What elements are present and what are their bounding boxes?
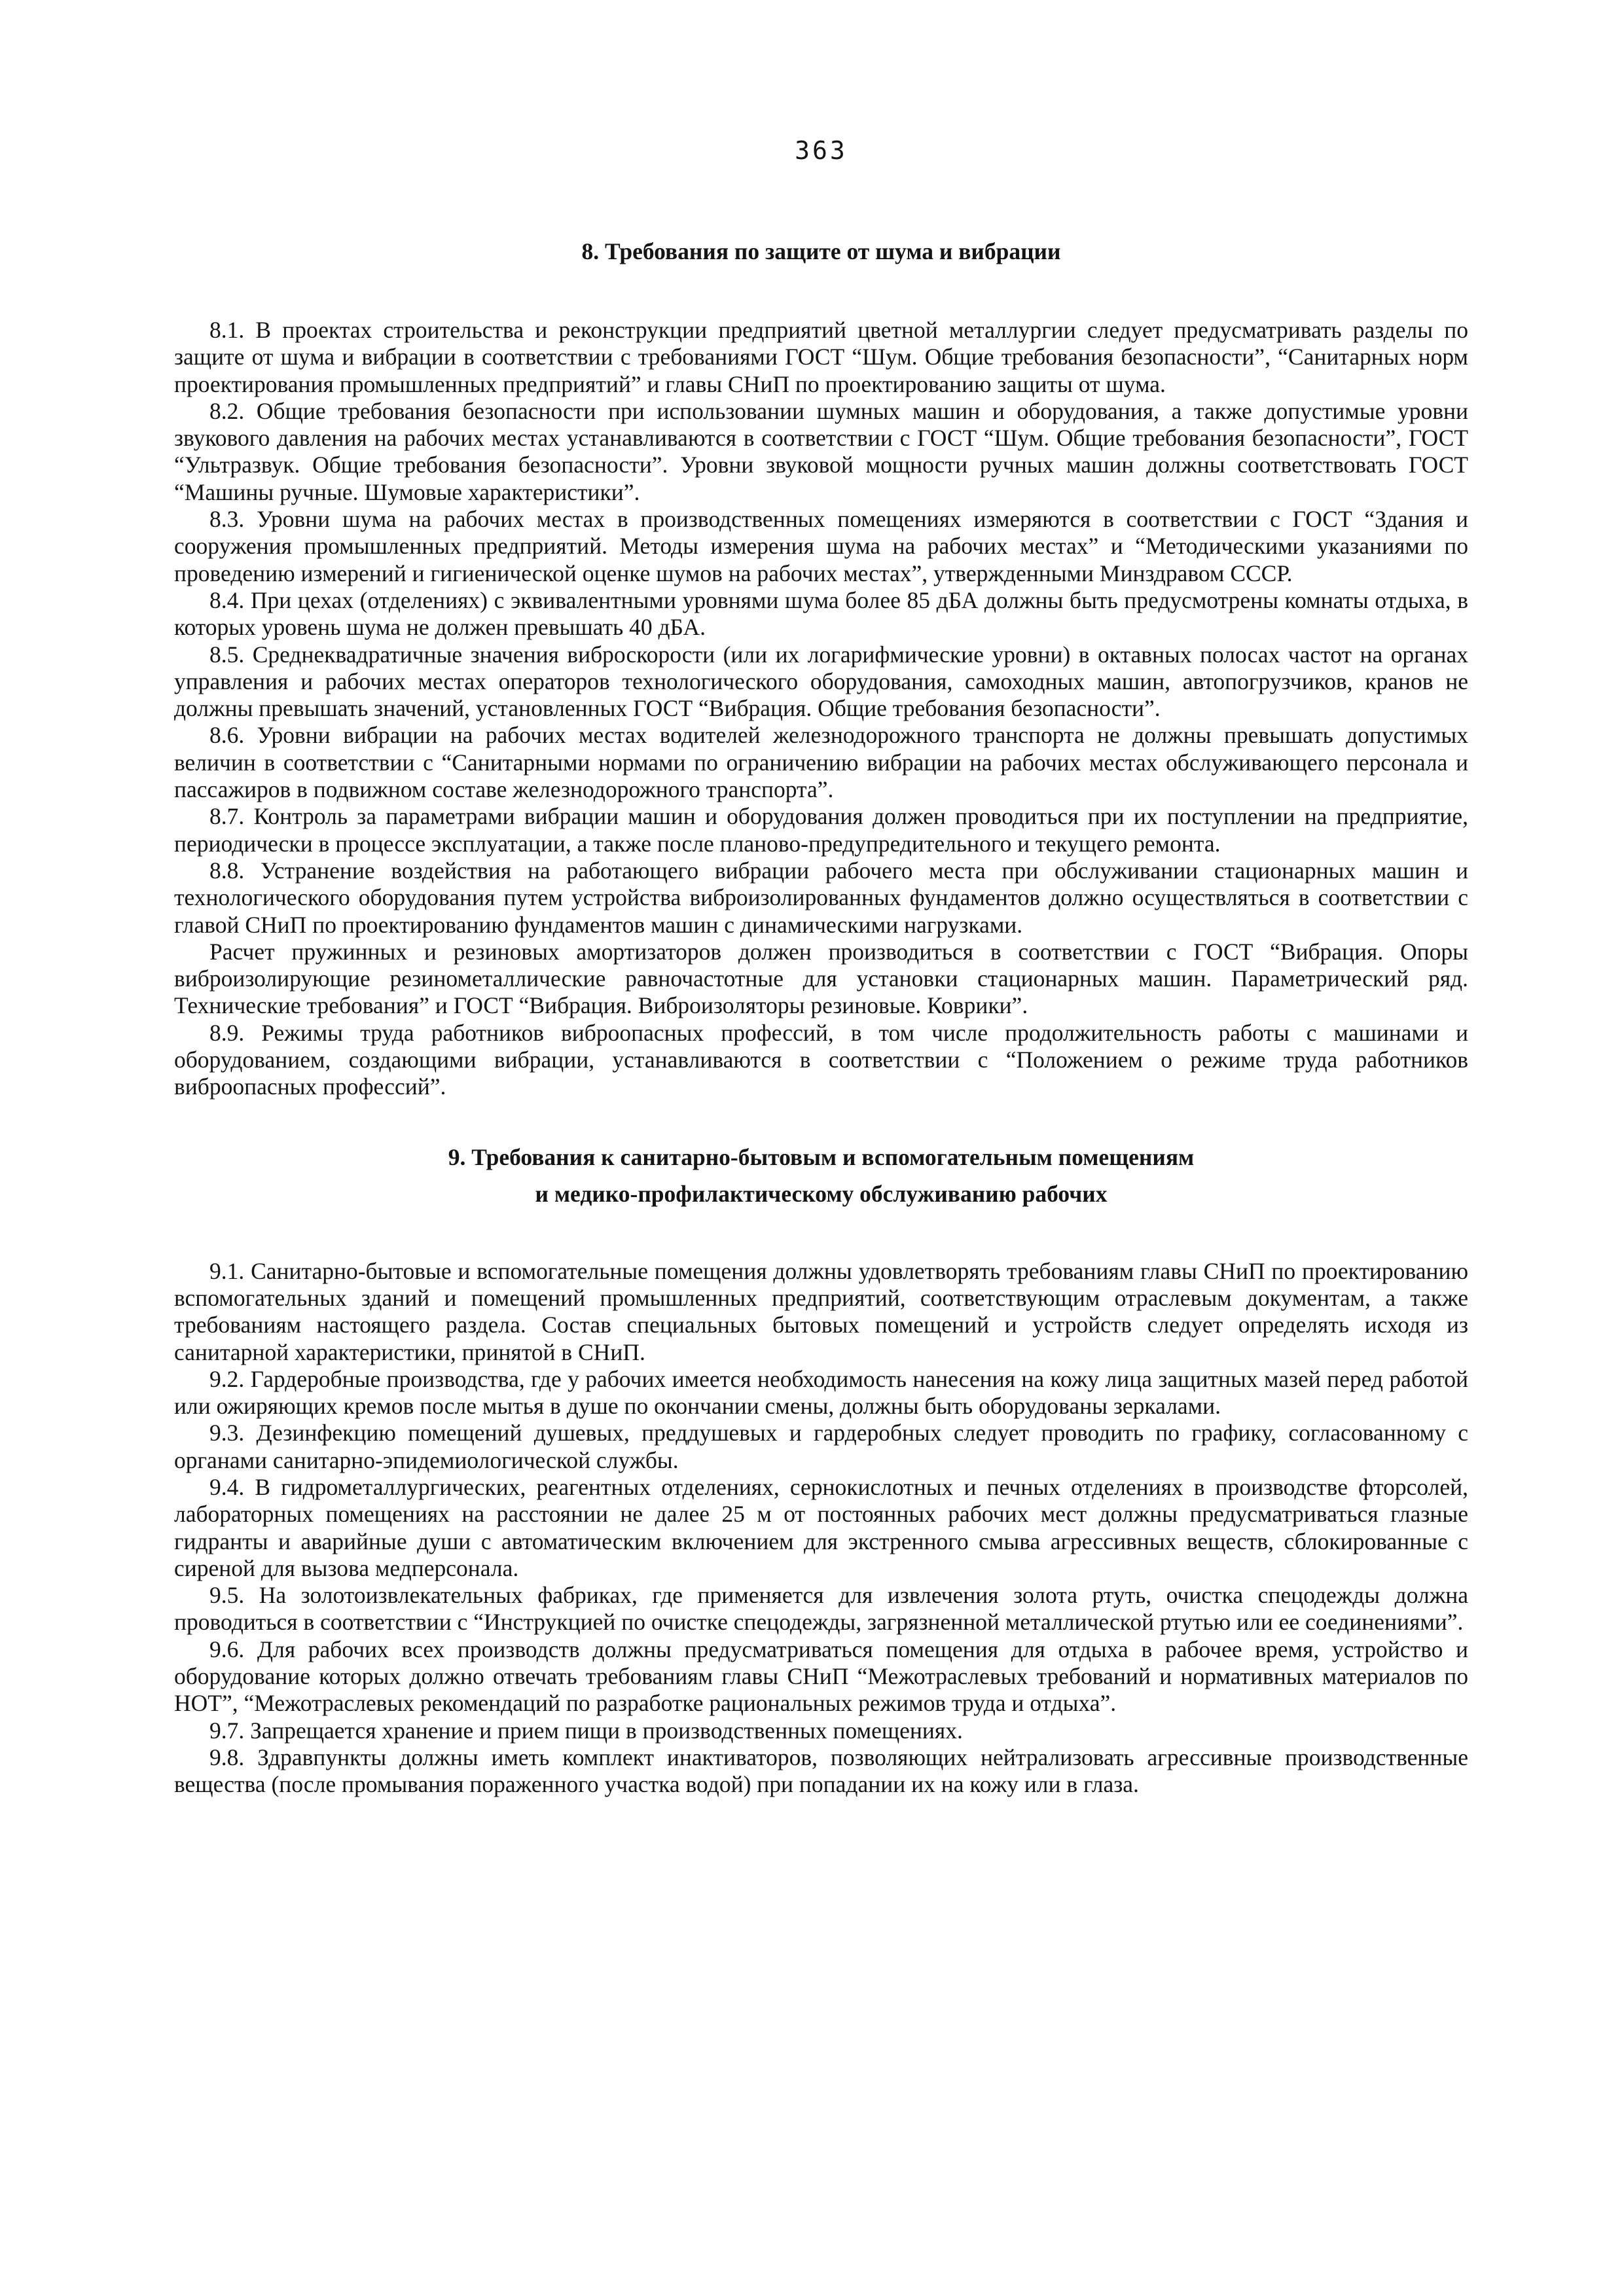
paragraph-9-5: 9.5. На золотоизвлекательных фабриках, где применяется для извлечения золота ртуть, очистка спецодежды должна проводиться в соответствии с “Инструкцией по очистке спецодежды, загрязненной металлической ртутью или ее соединениями”. (174, 1582, 1468, 1636)
section-title (174, 1139, 1468, 1212)
paragraph-8-9: 8.9. Режимы труда работников виброопасных профессий, в том числе продолжительность работы с машинами и оборудованием, создающими вибрации, устанавливаются в соответствии с “Положением о режиме труда работников виброопасных профессий”. (174, 1019, 1468, 1100)
paragraph-8-3: 8.3. Уровни шума на рабочих местах в производственных помещениях измеряются в соответствии с ГОСТ “Здания и сооружения промышленных предприятий. Методы измерения шума на рабочих местах” и “Методическими указаниями по проведению измерений и гигиенической оценке шумов на рабочих местах”, утвержденными Минздравом СССР. (174, 506, 1468, 586)
paragraph-9-4: 9.4. В гидрометаллургических, реагентных отделениях, сернокислотных и печных отделениях в производстве фторсолей, лабораторных помещениях на расстоянии не далее 25 м от постоянных рабочих мест должны предусматриваться глазные гидранты и аварийные души с автоматическим включением для экстренного смыва агрессивных веществ, сблокированные с сиреной для вызова медперсонала. (174, 1473, 1468, 1581)
paragraph-9-1: 9.1. Санитарно-бытовые и вспомогательные помещения должны удовлетворять требованиям главы СНиП по проектированию вспомогательных зданий и помещений промышленных предприятий, соответствующим отраслевым документам, а также требованиям настоящего раздела. Состав специальных бытовых помещений и устройств следует определять исходя из санитарной характеристики, принятой в СНиП. (174, 1257, 1468, 1365)
paragraph-9-2: 9.2. Гардеробные производства, где у рабочих имеется необходимость нанесения на кожу лица защитных мазей перед работой или ожиряющих кремов после мытья в душе по окончании смены, должны быть оборудованы зеркалами. (174, 1365, 1468, 1420)
section-title: 8. Требования по защите от шума и вибрации (581, 238, 1061, 264)
paragraph-8-1: 8.1. В проектах строительства и реконструкции предприятий цветной металлургии следует предусматривать разделы по защите от шума и вибрации в соответствии с требованиями ГОСТ “Шум. Общие требования безопасности”, “Санитарных норм проектирования промышленных предприятий” и главы СНиП по проектированию защиты от шума. (174, 317, 1468, 397)
paragraph-8-6: 8.6. Уровни вибрации на рабочих местах водителей железнодорожного транспорта не должны превышать допустимых величин в соответствии с “Санитарными нормами по ограничению вибрации на рабочих местах обслуживающего персонала и пассажиров в подвижном составе железнодорожного транспорта”. (174, 722, 1468, 803)
paragraph-8-8-cont: Расчет пружинных и резиновых амортизаторов должен производиться в соответствии с ГОСТ “Вибрация. Опоры виброизолирующие резинометаллические равночастотные для установки стационарных машин. Параметрический ряд. Технические требования” и ГОСТ “Вибрация. Виброизоляторы резиновые. Коврики”. (174, 938, 1468, 1019)
section-noise-vibration (174, 233, 1468, 1101)
paragraph-8-8: 8.8. Устранение воздействия на работающего вибрации рабочего места при обслуживании стационарных машин и технологического оборудования путем устройства виброизолированных фундаментов должно осуществляться в соответствии с главой СНиП по проектированию фундаментов машин с динамическими нагрузками. (174, 857, 1468, 938)
paragraph-9-3: 9.3. Дезинфекцию помещений душевых, преддушевых и гардеробных следует проводить по графику, согласованному с органами санитарно-эпидемиологической службы. (174, 1420, 1468, 1473)
section-title-line-1: 9. Требования к санитарно-бытовым и вспомогательным помещениям (448, 1143, 1195, 1170)
paragraph-8-5: 8.5. Среднеквадратичные значения виброскорости (или их логарифмические уровни) в октавных полосах частот на органах управления и рабочих местах операторов технологического оборудования, самоходных машин, автопогрузчиков, кранов не должны превышать значений, установленных ГОСТ “Вибрация. Общие требования безопасности”. (174, 641, 1468, 722)
paragraph-8-2: 8.2. Общие требования безопасности при использовании шумных машин и оборудования, а также допустимые уровни звукового давления на рабочих местах устанавливаются в соответствии с ГОСТ “Шум. Общие требования безопасности”, ГОСТ “Ультразвук. Общие требования безопасности”. Уровни звуковой мощности ручных машин должны соответствовать ГОСТ “Машины ручные. Шумовые характеристики”. (174, 397, 1468, 505)
section-title-line-2: и медико-профилактическому обслуживанию рабочих (535, 1180, 1108, 1207)
paragraph-9-7: 9.7. Запрещается хранение и прием пищи в производственных помещениях. (209, 1717, 963, 1744)
paragraph-8-4: 8.4. При цехах (отделениях) с эквивалентными уровнями шума более 85 дБА должны быть предусмотрены комнаты отдыха, в которых уровень шума не должен превышать 40 дБА. (174, 586, 1468, 641)
paragraph-9-8: 9.8. Здравпункты должны иметь комплект инактиваторов, позволяющих нейтрализовать агрессивные производственные вещества (после промывания пораженного участка водой) при попадании их на кожу или в глаза. (174, 1744, 1468, 1798)
paragraph-9-6: 9.6. Для рабочих всех производств должны предусматриваться помещения для отдыха в рабочее время, устройство и оборудование которых должно отвечать требованиям главы СНиП “Межотраслевых требований и нормативных материалов по НОТ”, “Межотраслевых рекомендаций по разработке рациональных режимов труда и отдыха”. (174, 1636, 1468, 1717)
paragraph-8-7: 8.7. Контроль за параметрами вибрации машин и оборудования должен проводиться при их поступлении на предприятие, периодически в процессе эксплуатации, а также после планово-предупредительного и текущего ремонта. (174, 803, 1468, 857)
section-sanitary-facilities (174, 1139, 1468, 1799)
page-number: 363 (795, 136, 848, 165)
